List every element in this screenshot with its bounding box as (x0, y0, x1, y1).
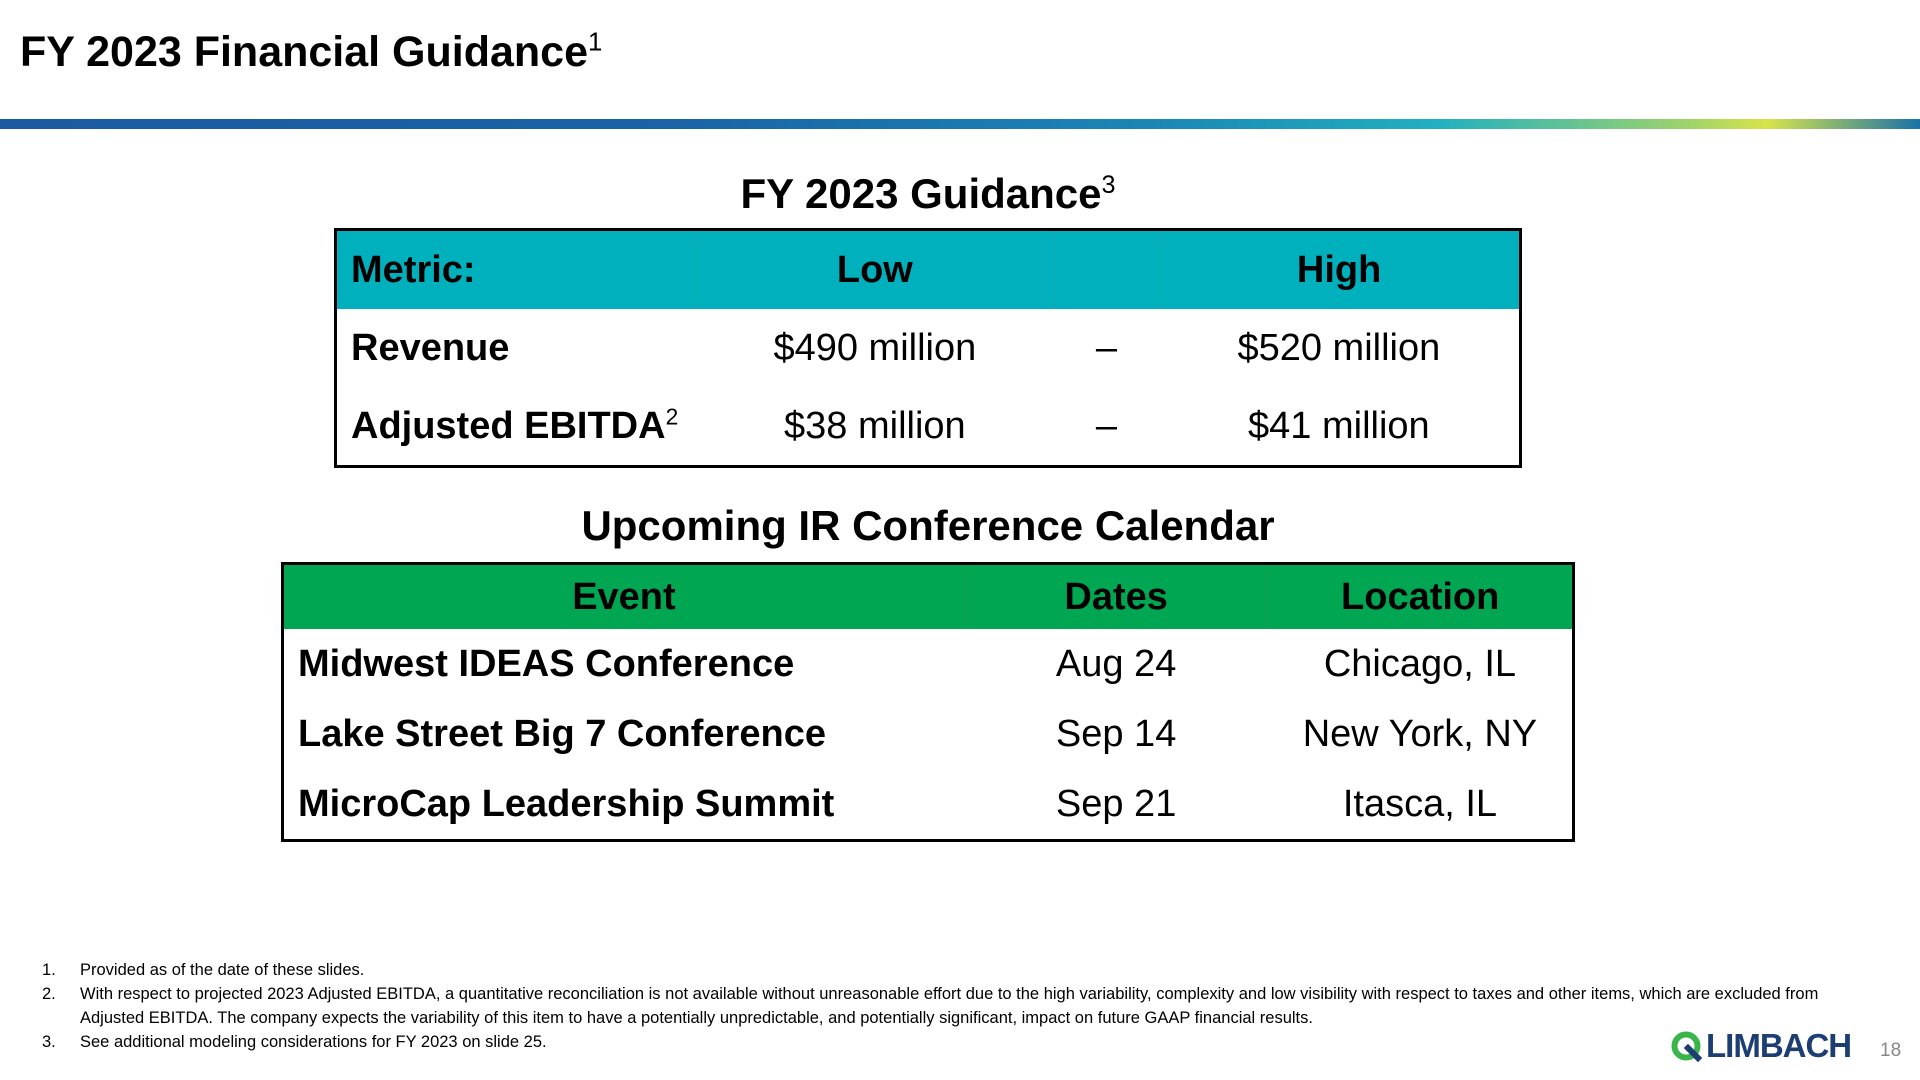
footnote (42, 982, 1862, 1030)
high-cell: $520 million (1237, 326, 1441, 369)
column-header-separator (1054, 230, 1158, 310)
metric-cell: Adjusted EBITDA$^2$ (351, 402, 679, 447)
column-header-dates: Dates (964, 564, 1268, 630)
event-cell: MicroCap Leadership Summit (298, 782, 835, 825)
footnote (42, 1030, 1862, 1054)
table-header-row (283, 564, 1574, 630)
location-cell: Itasca, IL (1342, 782, 1498, 825)
range-separator: – (1095, 326, 1118, 369)
location-cell: Chicago, IL (1323, 642, 1517, 685)
event-cell: Lake Street Big 7 Conference (298, 712, 826, 755)
footnote-ref: 1 (588, 28, 603, 57)
footnote-text: See additional modeling considerations for FY 2023 on slide 25. (80, 1033, 547, 1051)
table-row (283, 699, 1574, 769)
column-header-event: Event (283, 564, 965, 630)
table-row (336, 387, 1521, 467)
conference-table (281, 562, 1575, 842)
footnote-text: Provided as of the date of these slides. (80, 961, 365, 979)
high-cell: $41 million (1248, 404, 1430, 447)
low-cell: $38 million (784, 404, 966, 447)
guidance-table (334, 228, 1522, 468)
page-number: 18 (1880, 1040, 1902, 1061)
calendar-title: Upcoming IR Conference Calendar (581, 502, 1275, 549)
footnote-number: 3. (42, 1033, 56, 1051)
dates-cell: Aug 24 (1055, 642, 1177, 685)
footnotes (42, 958, 1862, 1054)
footnote-number: 2. (42, 985, 56, 1003)
table-row (283, 769, 1574, 841)
guidance-title: FY 2023 Guidance$^3$ (740, 170, 1116, 217)
page-title: FY 2023 Financial Guidance$^1$ (20, 28, 603, 76)
dates-cell: Sep 14 (1055, 712, 1177, 755)
column-header-high: High (1159, 230, 1521, 310)
column-header-location: Location (1268, 564, 1574, 630)
footnote-ref: 2 (665, 402, 679, 429)
footnote (42, 958, 1862, 982)
table-header-row (336, 230, 1521, 310)
logo-text: LIMBACH (1706, 1027, 1852, 1064)
footnote-text: With respect to projected 2023 Adjusted EBITDA, a quantitative reconciliation is not available without unreasonable effort due to the high variability, complexity and low visibility with respect to taxes and other items, which are excluded from Adjusted EBITDA. The company expects the variability of this item to have a potentially unpredictable, and potentially significant, impact on future GAAP financial results. (80, 985, 1819, 1027)
column-header-low: Low (695, 230, 1054, 310)
footnote-number: 1. (42, 961, 56, 979)
header-divider (0, 119, 1920, 129)
limbach-logo (1670, 1026, 1851, 1066)
low-cell: $490 million (773, 326, 977, 369)
footnote-ref: 3 (1101, 171, 1116, 199)
range-separator: – (1095, 404, 1118, 447)
table-row (336, 309, 1521, 387)
limbach-logo-icon (1670, 1030, 1702, 1062)
column-header-metric: Metric: (336, 230, 696, 310)
table-row (283, 629, 1574, 699)
location-cell: New York, NY (1302, 712, 1538, 755)
event-cell: Midwest IDEAS Conference (298, 642, 795, 685)
dates-cell: Sep 21 (1055, 782, 1177, 825)
metric-cell: Revenue (351, 326, 510, 369)
